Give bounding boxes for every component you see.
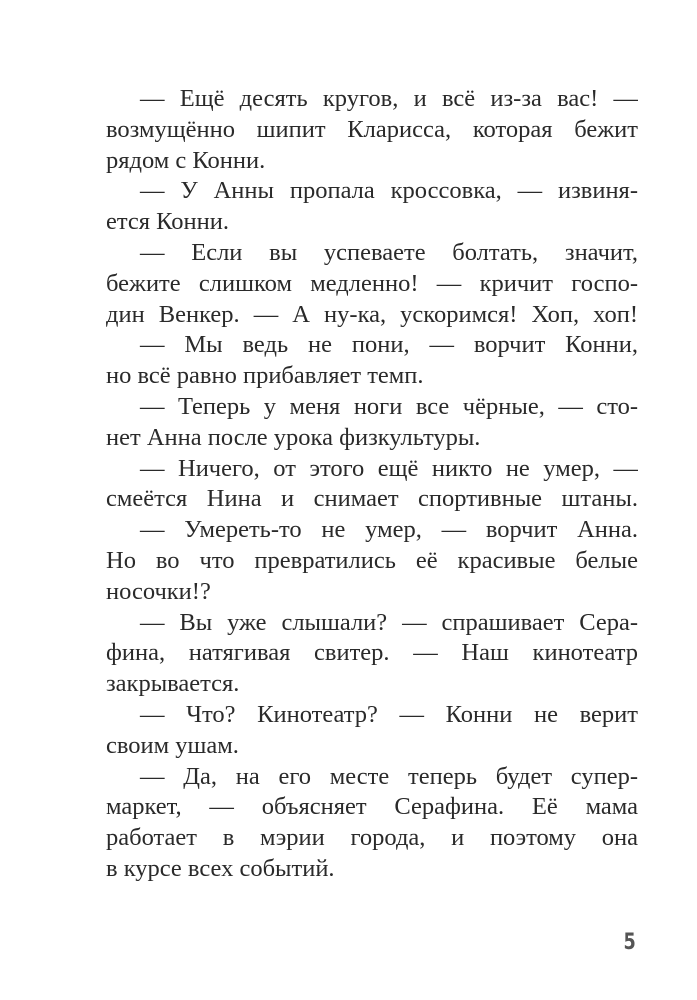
text-line: — Если вы успеваете болтать, значит, xyxy=(140,238,638,266)
text-line: Но во что превратились её красивые белые xyxy=(106,546,638,574)
text-line: маркет, — объясняет Серафина. Её мама xyxy=(106,793,638,821)
text-line: — У Анны пропала кроссовка, — извиня- xyxy=(140,177,638,205)
text-line: рядом с Конни. xyxy=(106,146,266,174)
text-line: — Теперь у меня ноги все чёрные, — сто- xyxy=(140,392,638,420)
text-line: — Ничего, от этого ещё никто не умер, — xyxy=(140,454,638,482)
text-line: в курсе всех событий. xyxy=(106,854,335,882)
text-line: — Да, на его месте теперь будет супер- xyxy=(140,762,638,790)
text-line: своим ушам. xyxy=(106,731,239,759)
text-line: — Ещё десять кругов, и всё из-за вас! — xyxy=(140,85,638,112)
text-line: — Умереть-то не умер, — ворчит Анна. xyxy=(140,516,638,544)
text-line: нет Анна после урока физкультуры. xyxy=(106,423,481,451)
text-line: закрывается. xyxy=(106,670,240,698)
text-line: бежите слишком медленно! — кричит госпо- xyxy=(106,269,638,297)
text-line: — Вы уже слышали? — спрашивает Сера- xyxy=(140,608,638,636)
page-number: 5 xyxy=(623,930,636,955)
text-line: ется Конни. xyxy=(106,208,229,236)
text-line: работает в мэрии города, и поэтому она xyxy=(106,824,638,852)
text-line: — Мы ведь не пони, — ворчит Конни, xyxy=(140,331,638,359)
text-line: но всё равно прибавляет темп. xyxy=(106,362,424,390)
text-line: дин Венкер. — А ну-ка, ускоримся! Хоп, хоп! xyxy=(106,300,638,328)
text-line: — Что? Кинотеатр? — Конни не верит xyxy=(140,700,638,728)
body-text xyxy=(106,84,638,885)
text-line: смеётся Нина и снимает спортивные штаны. xyxy=(106,485,638,513)
text-line: носочки!? xyxy=(106,577,211,605)
text-line: возмущённо шипит Кларисса, которая бежит xyxy=(106,115,638,143)
text-line: фина, натягивая свитер. — Наш кинотеатр xyxy=(106,639,638,667)
